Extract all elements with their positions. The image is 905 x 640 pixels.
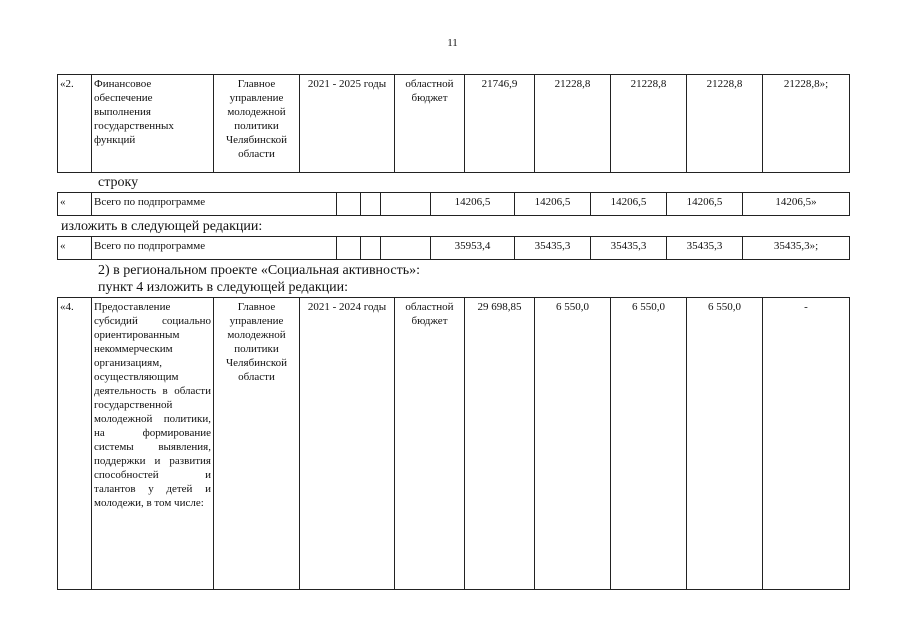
row4-v5: -	[763, 298, 850, 590]
table-total-old	[57, 192, 850, 216]
row4-executor: Главное управление молодежной политики Челябинской области	[214, 298, 300, 590]
row2-v3: 21228,8	[611, 75, 687, 173]
total-new-v2: 35435,3	[515, 237, 591, 260]
row4-num: «4.	[58, 298, 92, 590]
total-new-v5: 35435,3»;	[743, 237, 850, 260]
table-row4	[57, 297, 850, 590]
total-new-empty3	[381, 237, 431, 260]
row4-v1: 29 698,85	[465, 298, 535, 590]
row2-v5: 21228,8»;	[763, 75, 850, 173]
total-old-v4: 14206,5	[667, 193, 743, 216]
label-project: 2) в региональном проекте «Социальная активность»:	[98, 263, 421, 278]
total-new-v1: 35953,4	[431, 237, 515, 260]
total-old-quote: «	[58, 193, 92, 216]
row2-v4: 21228,8	[687, 75, 763, 173]
label-izlozhit: изложить в следующей редакции:	[61, 219, 263, 234]
label-punkt: пункт 4 изложить в следующей редакции:	[98, 280, 348, 295]
row2-name: Финансовое обеспечение выполнения государственных функций	[92, 75, 214, 173]
total-old-empty3	[381, 193, 431, 216]
row4-period: 2021 - 2024 годы	[300, 298, 395, 590]
page-number: 11	[447, 37, 458, 49]
total-new-v4: 35435,3	[667, 237, 743, 260]
total-old-v2: 14206,5	[515, 193, 591, 216]
row4-source: областной бюджет	[395, 298, 465, 590]
total-new-quote: «	[58, 237, 92, 260]
total-old-empty2	[361, 193, 381, 216]
table-total-new	[57, 236, 850, 260]
row2-num: «2.	[58, 75, 92, 173]
row2-source: областной бюджет	[395, 75, 465, 173]
row2-v2: 21228,8	[535, 75, 611, 173]
total-old-v3: 14206,5	[591, 193, 667, 216]
row4-v2: 6 550,0	[535, 298, 611, 590]
row4-v4: 6 550,0	[687, 298, 763, 590]
row4-v3: 6 550,0	[611, 298, 687, 590]
table-row2	[57, 74, 850, 173]
total-old-v5: 14206,5»	[743, 193, 850, 216]
row2-executor: Главное управление молодежной политики Челябинской области	[214, 75, 300, 173]
row2-period: 2021 - 2025 годы	[300, 75, 395, 173]
row2-v1: 21746,9	[465, 75, 535, 173]
total-old-v1: 14206,5	[431, 193, 515, 216]
total-new-v3: 35435,3	[591, 237, 667, 260]
row4-name: Предоставление субсидий социально ориентированным некоммерческим организациям, осуществляющим деятельность в области государственной молодежной политики, на формирование системы выявления, поддержки и развития способностей и талантов у детей и молодежи, в том числе:	[92, 298, 214, 590]
total-new-label: Всего по подпрограмме	[92, 237, 337, 260]
total-new-empty1	[337, 237, 361, 260]
total-new-empty2	[361, 237, 381, 260]
label-stroku: строку	[98, 175, 139, 190]
total-old-empty1	[337, 193, 361, 216]
total-old-label: Всего по подпрограмме	[92, 193, 337, 216]
